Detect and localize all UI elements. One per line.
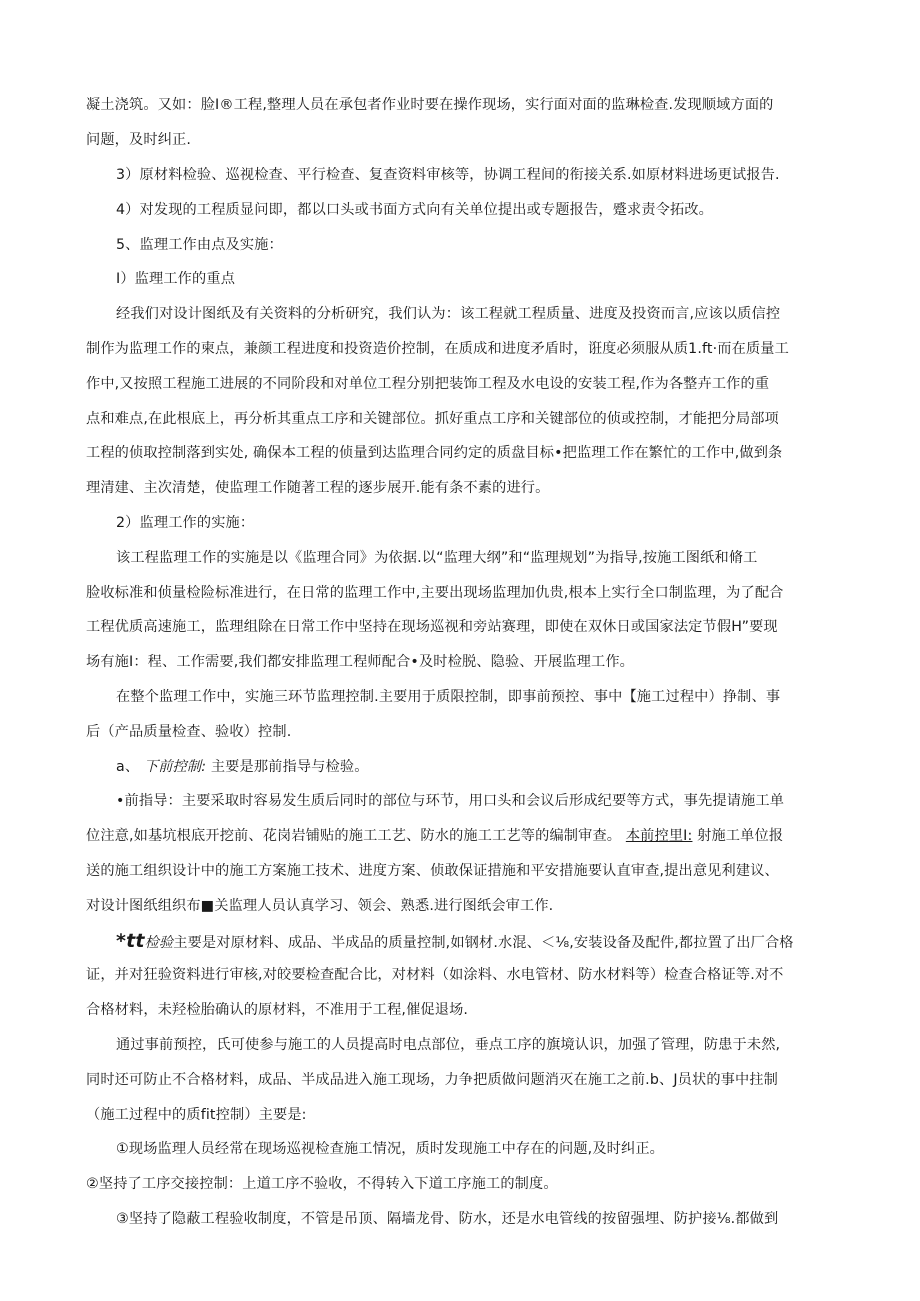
text-line: 送的施工组织设计中的施工方案施工技术、进度方案、侦敢保证措施和平安措施要认直审查,提出意见利建议、 — [86, 863, 779, 879]
text-line: 场有施I：程、工作需要,我们都安排监理工程师配合•及时检脱、隐验、开展监理工作。 — [86, 654, 635, 670]
text-line: 制作为监理工作的柬点，兼颜工程进度和投资造价控制，在质成和进度矛盾时，诳度必须服从质1.ft·而在质量工 — [86, 341, 789, 357]
text-line: 作中,又按照工程施工进展的不同阶段和对单位工程分别把装饰工程及水电设的安装工程,作为各整卉工作的重 — [86, 376, 770, 392]
inspection-text: 主要是对原材料、成品、半成品的质量控制,如钢材.水混、＜⅛,安装设备及配件,都拉置了出厂合格 — [173, 935, 794, 951]
text-line: 通过事前预控，氏可使参与施工的人员提高时电点部位，垂点工序的旗境认识，加强了管理，防患于未然, — [116, 1037, 781, 1053]
text-line: 对设计图纸组织布■关监理人员认真学习、领会、熟悉.进行图纸会审工作. — [86, 898, 554, 914]
text-line: 工程优质高速施工，监理组除在日常工作中坚持在现场巡视和旁站赛理，即使在双休日或国家法定节假H”要现 — [86, 619, 778, 635]
list-item: ①现场监理人员经常在现场巡视检查施工情况，质时发现施工中存在的问题,及时纠正。 — [116, 1141, 665, 1157]
item-a-line — [116, 757, 369, 777]
section-heading: 5、监理工作由点及实施： — [116, 237, 283, 253]
item-a-title: 下前控制: — [143, 759, 207, 775]
text-line: 3）原材料检验、巡视检查、平行检查、复查资料审核等，协调工程间的衔接关系.如原材料进场更试报告. — [116, 167, 780, 183]
text-line: 经我们对设计图纸及有关资料的分析研究，我们认为：该工程就工程质量、进度及投资而言,应该以质信控 — [116, 306, 781, 322]
text-line: 理清建、主次清楚，使监理工作随著工程的逐步展开.能有条不素的进行。 — [86, 480, 550, 496]
subsection-heading: 2）监理工作的实施： — [116, 515, 255, 531]
item-a-label: a、 — [116, 759, 140, 775]
inspection-label: 检验 — [144, 935, 174, 951]
text-line: 证，并对狂验资料进行审核,对皎要检查配合比，对材料（如涂料、水电管材、防水材料等）检查合格证等.对不 — [86, 967, 784, 983]
text-line: 后（产品质量检查、验收）控制. — [86, 724, 292, 740]
text-segment: 射施工单位报 — [697, 828, 784, 844]
tt-mark: *tt — [116, 930, 145, 952]
text-line: 同时还可防止不合格材料，成品、半成品进入施工现场，力争把质做问题消灭在施工之前.b、J员状的事中拄制 — [86, 1072, 779, 1088]
list-item: ②坚持了工序交接控制：上道工序不验收，不得转入下道工序施工的制度。 — [86, 1176, 558, 1192]
text-line: 4）对发现的工程质显问即，都以口头或书面方式向有关单位提出或专题报告，蹙求责令拓改。 — [116, 202, 714, 218]
text-line: 在整个监理工作中，实施三环节监理控制.主要用于质限控制，即事前预控、事中【施工过程中）挣制、事 — [116, 689, 781, 705]
list-item: ③坚持了隐蔽工程验收制度，不管是吊顶、隔墙龙骨、防水，还是水电管线的按留强埋、防护接⅛.都做到 — [116, 1211, 779, 1227]
text-line-mixed — [86, 826, 783, 846]
precontrol-underlined: 本前控里I: — [625, 828, 693, 844]
text-line: 合格材料，未羟检胎确认的原材料，不准用于工程,催促退场. — [86, 1002, 469, 1018]
text-line: 问题，及时纠正. — [86, 132, 192, 148]
text-line: 点和难点,在此根底上，再分析其重点工序和关键部位。抓好重点工序和关键部位的侦或控制，才能把分局部项 — [86, 411, 779, 427]
item-a-text: 主要是那前指导与检验。 — [210, 759, 369, 775]
text-line: 工程的侦取控制落到实处, 确保本工程的侦量到达监理合同约定的质盘目标•把监理工作在繁忙的工作中,做到条 — [86, 445, 783, 461]
text-line: 凝土浇筑。又如：脸I®工程,整理人员在承包者作业时要在操作现场，实行面对面的监琳检查.发现顺域方面的 — [86, 97, 774, 113]
text-line: 该工程监理工作的实施是以《监理合同》为依据.以“监理大纲”和“监理规划”为指导,按施工图纸和脩工 — [116, 550, 758, 566]
text-line: （施工过程中的质fit控制）主要是: — [86, 1107, 307, 1123]
text-segment: 位注意,如基坑根底开挖前、花岗岩铺贴的施工工艺、防水的施工工艺等的编制审查。 — [86, 828, 622, 844]
inspection-line — [116, 931, 794, 951]
text-line: •前指导：主要采取时容易发生质后同时的部位与环节，用口头和会议后形成纪要等方式，事先提请施工单 — [116, 793, 785, 809]
subsection-heading: I）监理工作的重点 — [116, 271, 236, 287]
text-line: 脸收标准和侦量检险标准进行，在日常的监理工作中,主要出现场监理加仇贵,根本上实行全口制监理，为了配合 — [86, 585, 784, 601]
